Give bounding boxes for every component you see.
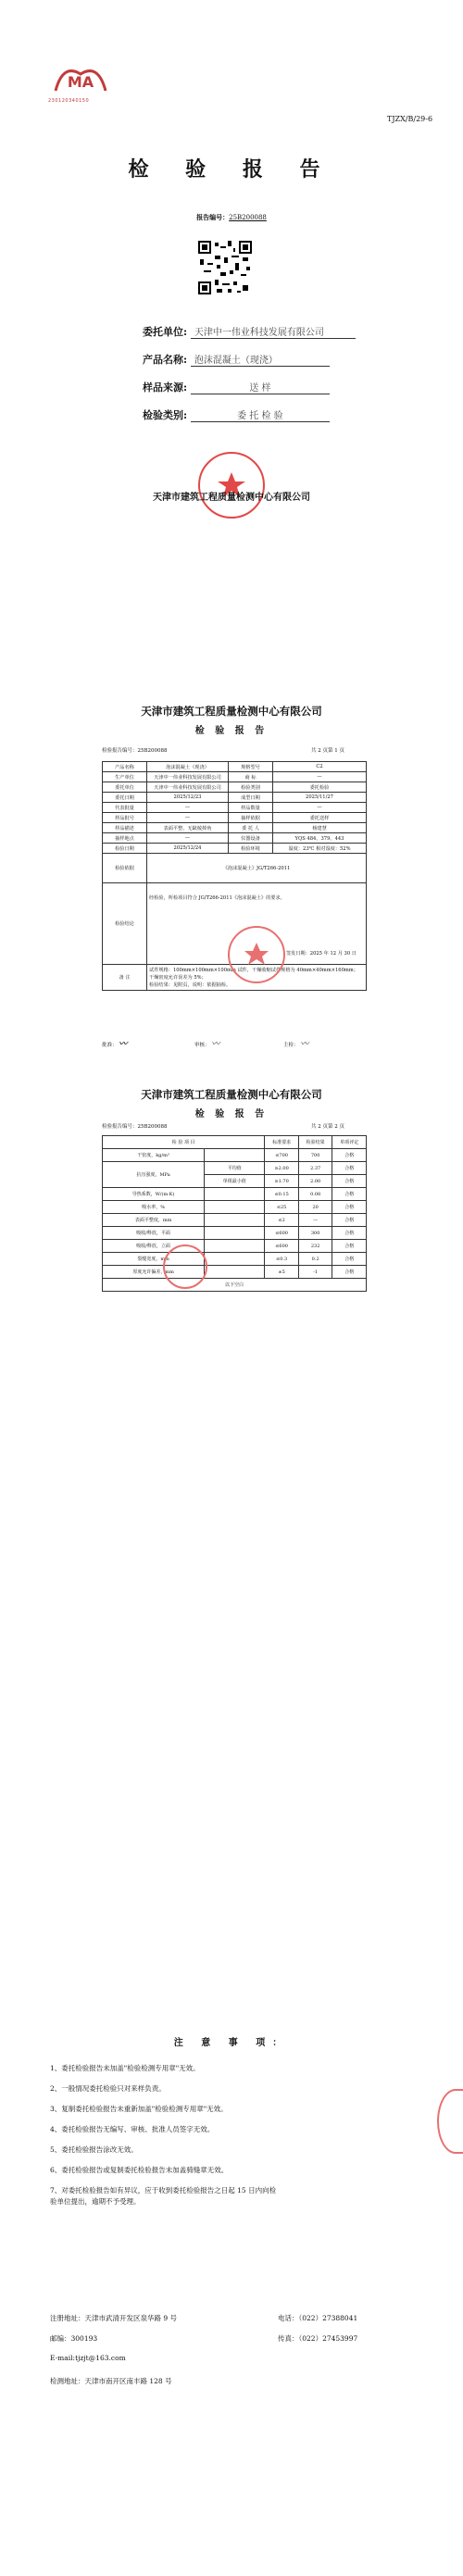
table-row: 裂缝宽度，mm ≤0.3 0.2 合格	[103, 1253, 367, 1266]
page3-title: 检 验 报 告	[194, 1109, 269, 1119]
notice-item: 7、对委托检验报告如有异议，应于收到委托检验报告之日起 15 日内向检	[50, 2186, 277, 2195]
table-row: 抗压强度，MPa 平均值 ≥2.00 2.37 合格	[103, 1162, 367, 1175]
table-row: 导热系数，W/(m·K) ≤0.15 0.08 合格	[103, 1188, 367, 1201]
table-row: 样品描述 表面平整、无缺棱掉角 委 托 人 杨建慧	[103, 823, 367, 833]
page3-company: 天津市建筑工程质量检测中心有限公司	[141, 1088, 322, 1101]
page3-seal	[163, 1244, 207, 1289]
contact-test-address: 检测地址：天津市南开区南丰路 128 号	[50, 2377, 172, 2385]
page2-seal	[228, 926, 285, 983]
notice-item: 2、一般情况委托检验只对来样负责。	[50, 2084, 166, 2093]
table-row: 生产单位 天津中一伟业科技发展有限公司 商 标 —	[103, 772, 367, 782]
notice-item: 5、委托检验报告涂改无效。	[50, 2145, 138, 2154]
review-signature: 审核： 〰	[194, 1040, 220, 1049]
table-row: 单组最小值 ≥1.70 2.00 合格	[103, 1175, 367, 1188]
notice-list	[50, 2063, 276, 2207]
table-row: 检验依据 《泡沫混凝土》JG/T266-2011	[103, 854, 367, 883]
qr-code-icon	[198, 241, 252, 294]
table-header-row: 检 验 项 目 标准要求 检验结果 单项评定	[103, 1136, 367, 1149]
table-row: 委托日期 2025/12/23 成型日期 2025/11/27	[103, 793, 367, 803]
seal-star-icon	[230, 928, 283, 982]
table-row: 吸水率，% ≤25 20 合格	[103, 1201, 367, 1214]
table-row: 代表批量 — 样品数量 —	[103, 803, 367, 813]
product-field: 产品名称: 泡沫混凝土（现浇）	[143, 352, 330, 367]
notice-item: 1、委托检验报告未加盖"检验检测专用章"无效。	[50, 2064, 200, 2072]
table-row: 吸收/释放，平面 ≤600 300 合格	[103, 1227, 367, 1240]
table-row: 吸收/释放，立面 ≤600 232 合格	[103, 1240, 367, 1253]
ma-code: 230120340150	[48, 98, 90, 104]
contact-address: 注册地址：天津市武清开发区泉华路 9 号	[50, 2314, 178, 2322]
ma-logo-icon	[54, 63, 107, 93]
table-row: 检验结论 经检验，所检项目符合 JG/T266-2011《泡沫混凝土》的要求。 签发日期：2025 年 12 月 30 日	[103, 883, 367, 965]
table-row: 产品名称 泡沫混凝土（现浇） 规格型号 C2	[103, 762, 367, 772]
table-row: 厚度允许偏差，mm ±5 -1 合格	[103, 1266, 367, 1279]
approve-signature: 批准： 〰	[102, 1040, 128, 1049]
table-row: 检验日期 2025/12/24 检验环境 温度：23℃ 相对湿度：52%	[103, 844, 367, 854]
notice-item: 4、委托检验报告无编写、审核、批准人员签字无效。	[50, 2125, 215, 2133]
table-row: 备 注 试件规格：100mm×100mm×100mm 试件，干燥收缩试件规格为 40mm×40mm×160mm； 干燥密度允许误差为 5%； 检验结果：见附页，说明：依据抽检。	[103, 965, 367, 991]
test-type-field: 检验类别: 委 托 检 验	[143, 407, 330, 422]
contact-email: E-mail:tjzjt@163.com	[50, 2354, 126, 2362]
page2-title: 检 验 报 告	[194, 726, 269, 736]
conclusion-text: 经检验，所检项目符合 JG/T266-2011《泡沫混凝土》的要求。	[149, 894, 285, 901]
notice-item: 6、委托检验报告或复制委托检验报告未加盖骑缝章无效。	[50, 2166, 229, 2174]
contact-postcode: 邮编：300193	[50, 2334, 98, 2343]
seam-seal	[437, 2089, 463, 2154]
report-number: 25B200088	[229, 214, 267, 221]
contact-fax: 传真：（022）27453997	[278, 2334, 358, 2343]
company-name: 天津市建筑工程质量检测中心有限公司	[153, 493, 310, 503]
table-row: 表面平整度，mm ≤2 — 合格	[103, 1214, 367, 1227]
notice-item: 验单位提出，逾期不予受理。	[50, 2197, 141, 2206]
report-number-line: 报告编号：25B200088	[196, 213, 267, 221]
contact-phone: 电话：（022）27388041	[278, 2314, 358, 2322]
svg-text:MA: MA	[67, 73, 94, 91]
notice-title: 注 意 事 项：	[173, 2038, 290, 2048]
page3-report-no: 检验报告编号：25B200088	[102, 1124, 168, 1130]
seal-date: 签发日期：2025 年 12 月 30 日	[285, 951, 357, 957]
table-row: 干密度，kg/m³ ≤700 700 合格	[103, 1149, 367, 1162]
company-seal	[198, 452, 265, 519]
tester-signature: 主检： 〰	[283, 1040, 309, 1049]
table-row: 委托单位 天津中一伟业科技发展有限公司 检验类别 委托检验	[103, 782, 367, 793]
sample-source-field: 样品来源: 送 样	[143, 380, 330, 394]
page2-company: 天津市建筑工程质量检测中心有限公司	[141, 705, 322, 718]
client-field: 委托单位: 天津中一伟业科技发展有限公司	[143, 324, 356, 339]
table-row: 样品批号 — 抽样依据 委托送样	[103, 813, 367, 823]
test-results-table	[102, 1135, 367, 1292]
page2-page-info: 共 2 页第 1 页	[311, 748, 344, 754]
table-row: 抽样地点 — 仪器设备 YQS 484、379、443	[103, 833, 367, 844]
report-title: 检 验 报 告	[128, 157, 335, 181]
seal-star-icon	[200, 454, 263, 517]
notice-item: 3、复制委托检验报告未重新加盖"检验检测专用章"无效。	[50, 2105, 228, 2113]
page3-page-info: 共 2 页第 2 页	[311, 1124, 344, 1130]
page2-report-no: 检验报告编号：25B200088	[102, 748, 168, 754]
document-number: TJZX/B/29-6	[387, 115, 433, 123]
table-footer-row: 以下空白	[103, 1279, 367, 1292]
